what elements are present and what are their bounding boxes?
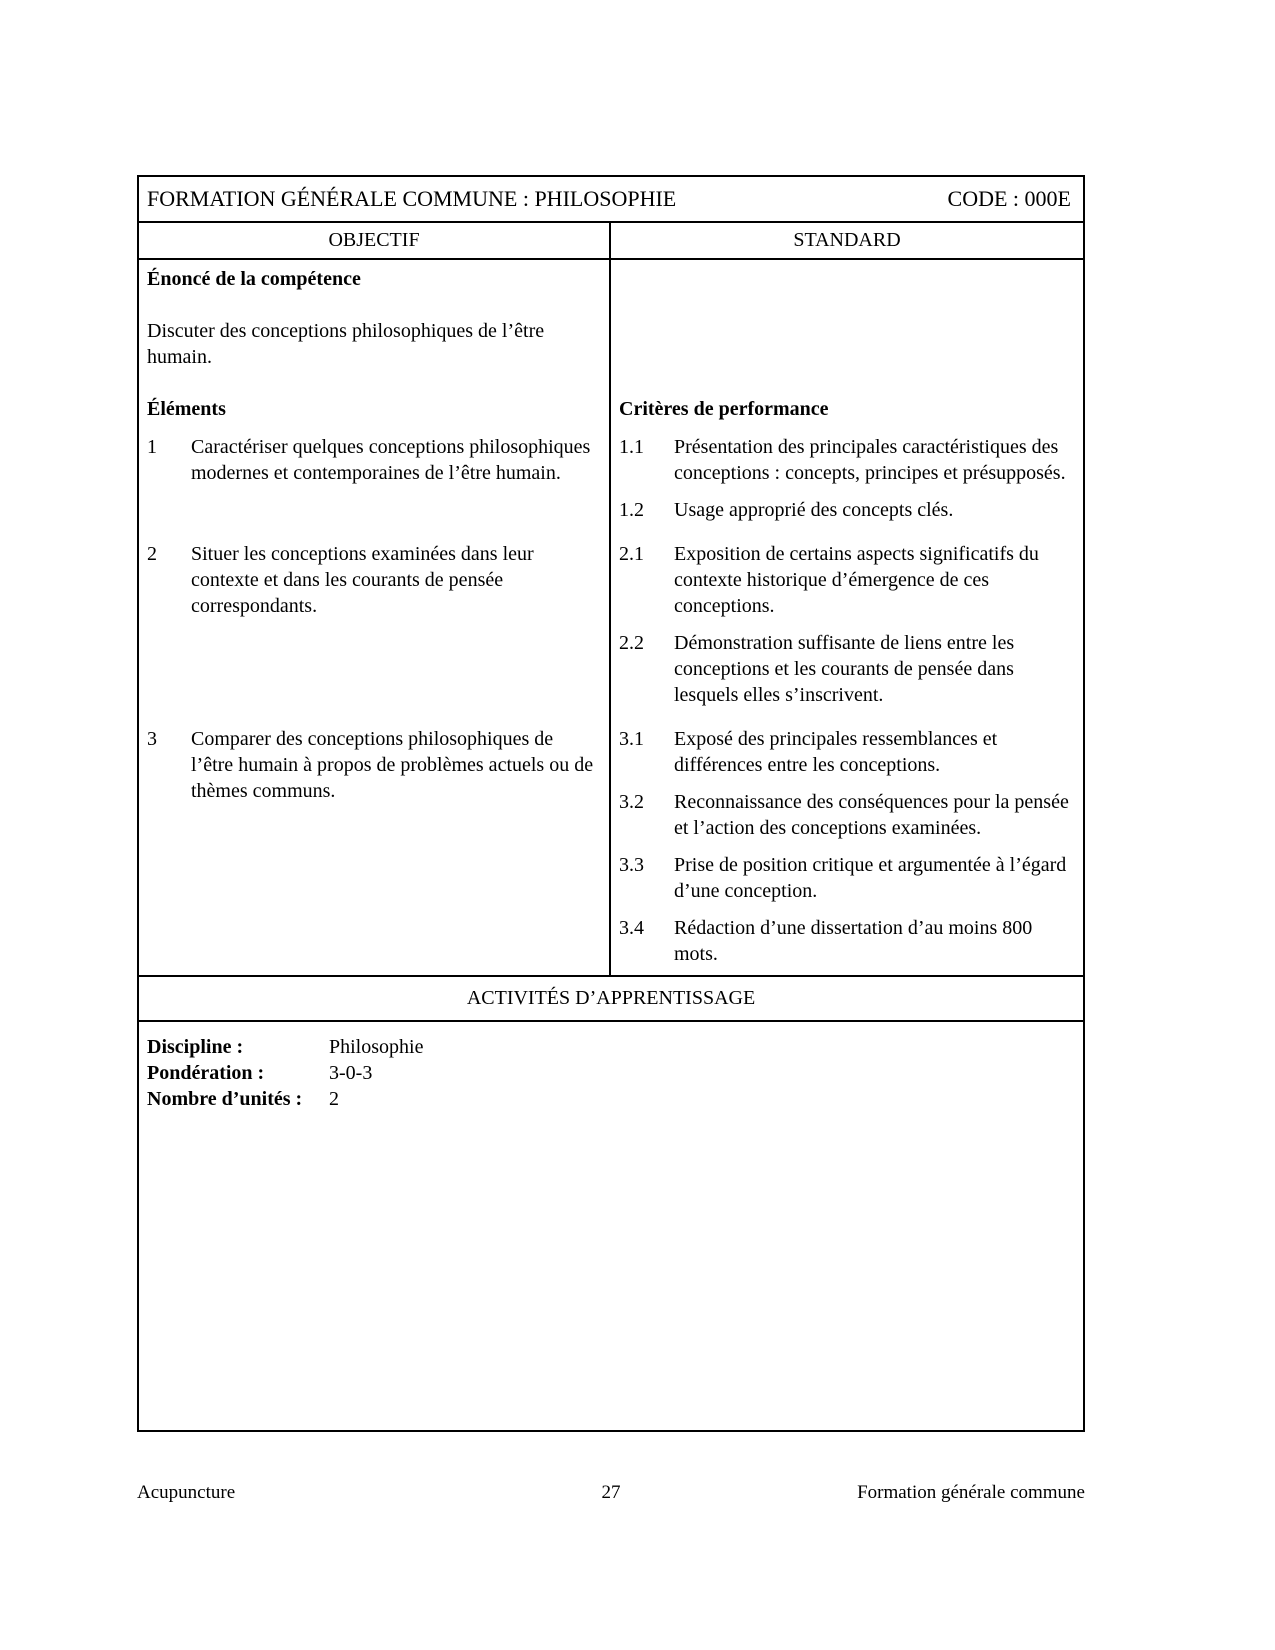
activity-value: 2 — [329, 1088, 339, 1110]
element-number: 1 — [147, 436, 157, 458]
criteria-cell-2 — [611, 531, 1083, 716]
criterion-number: 2.1 — [619, 543, 644, 565]
element-cell-2 — [139, 531, 611, 716]
element-item — [147, 541, 595, 619]
footer-page-number: 27 — [601, 1482, 621, 1503]
activity-label: Discipline : — [147, 1036, 244, 1058]
criterion-number: 3.2 — [619, 791, 644, 813]
criterion-item — [619, 497, 1069, 523]
enonce-text: Discuter des conceptions philosophiques de l’être humain. — [147, 320, 545, 368]
criterion-number: 3.3 — [619, 854, 644, 876]
element-cell-3 — [139, 716, 611, 975]
criterion-text: Prise de position critique et argumentée à l’égard d’une conception. — [674, 854, 1067, 902]
criterion-item — [619, 915, 1069, 967]
criterion-number: 2.2 — [619, 632, 644, 654]
criterion-item — [619, 852, 1069, 904]
criterion-number: 1.2 — [619, 499, 644, 521]
element-text: Caractériser quelques conceptions philosophiques modernes et contemporaines de l’être humain. — [191, 436, 591, 484]
enonce-cell — [139, 260, 611, 388]
activity-value: 3-0-3 — [329, 1062, 373, 1084]
criterion-number: 3.1 — [619, 728, 644, 750]
criterion-text: Reconnaissance des conséquences pour la pensée et l’action des conceptions examinées. — [674, 791, 1069, 839]
criteria-cell-1 — [611, 424, 1083, 531]
table-title-row — [139, 177, 1083, 223]
element-item — [147, 434, 595, 486]
activity-label: Nombre d’unités : — [147, 1088, 303, 1110]
element-number: 3 — [147, 728, 157, 750]
competency-table — [137, 175, 1085, 1432]
element-text: Comparer des conceptions philosophiques de l’être humain à propos de problèmes actuels ou de thèmes communs. — [191, 728, 594, 802]
criterion-item — [619, 726, 1069, 778]
criteria-cell-3 — [611, 716, 1083, 975]
activity-row — [147, 1034, 1073, 1060]
page-footer — [137, 1482, 1085, 1504]
activity-value: Philosophie — [329, 1036, 424, 1058]
criterion-text: Usage approprié des concepts clés. — [674, 499, 954, 521]
criterion-number: 1.1 — [619, 436, 644, 458]
document-code: CODE : 000E — [947, 186, 1071, 211]
document-title: FORMATION GÉNÉRALE COMMUNE : PHILOSOPHIE — [147, 186, 677, 211]
criterion-item — [619, 541, 1069, 619]
activity-row — [147, 1060, 1073, 1086]
criterion-text: Rédaction d’une dissertation d’au moins 800 mots. — [674, 917, 1033, 965]
activities-heading: ACTIVITÉS D’APPRENTISSAGE — [139, 977, 1083, 1022]
footer-section-name: Formation générale commune — [857, 1482, 1085, 1503]
element-text: Situer les conceptions examinées dans leur contexte et dans les courants de pensée correspondants. — [191, 543, 534, 617]
column-headers — [139, 223, 1083, 260]
enonce-heading: Énoncé de la compétence — [147, 268, 361, 290]
element-cell-1 — [139, 424, 611, 531]
criteres-heading: Critères de performance — [619, 398, 829, 420]
criterion-item — [619, 434, 1069, 486]
element-item — [147, 726, 595, 804]
criterion-text: Démonstration suffisante de liens entre les conceptions et les courants de pensée dans lesquels elles s’inscrivent. — [674, 632, 1015, 706]
elements-heading: Éléments — [139, 388, 611, 424]
activities-body — [139, 1022, 1083, 1430]
enonce-cell-standard-empty — [611, 260, 1083, 388]
criterion-number: 3.4 — [619, 917, 644, 939]
criterion-item — [619, 789, 1069, 841]
column-header-standard: STANDARD — [793, 229, 901, 251]
element-number: 2 — [147, 543, 157, 565]
column-header-objectif: OBJECTIF — [139, 223, 611, 258]
criterion-item — [619, 630, 1069, 708]
criterion-text: Exposition de certains aspects significatifs du contexte historique d’émergence de ces conceptions. — [674, 543, 1039, 617]
activity-row — [147, 1086, 1073, 1112]
footer-program-name: Acupuncture — [137, 1482, 236, 1503]
activity-label: Pondération : — [147, 1062, 265, 1084]
table-body — [139, 260, 1083, 977]
criterion-text: Présentation des principales caractéristiques des conceptions : concepts, principes et présupposés. — [674, 436, 1066, 484]
criterion-text: Exposé des principales ressemblances et différences entre les conceptions. — [674, 728, 998, 776]
